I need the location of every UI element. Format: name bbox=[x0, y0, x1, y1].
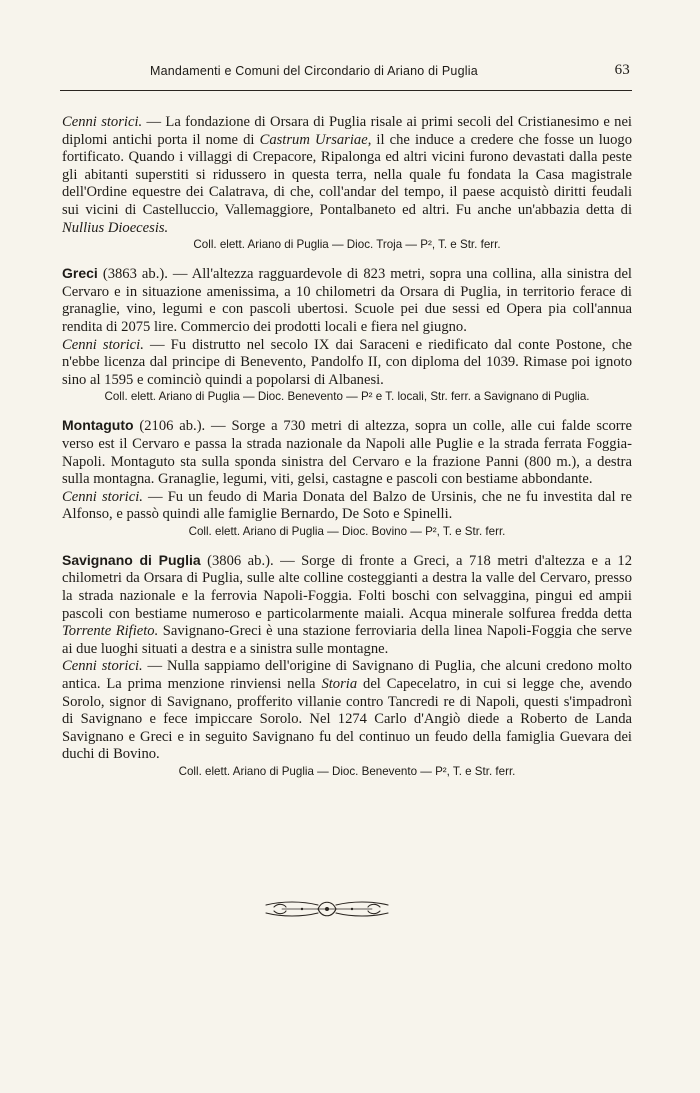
header-title: Mandamenti e Comuni del Circondario di Ariano di Puglia bbox=[150, 64, 478, 78]
page-number: 63 bbox=[614, 62, 630, 78]
collegio-line: Coll. elett. Ariano di Puglia — Dioc. Benevento — P² e T. locali, Str. ferr. a Savignano di Puglia. bbox=[104, 390, 590, 404]
entry-greci bbox=[62, 265, 632, 336]
section-label: Cenni storici. bbox=[62, 488, 143, 505]
paragraph-text: — Fu distrutto nel secolo IX dai Saraceni e riedificato dal conte Postone, che n'ebbe licenza dal principe di Benevento, Pandolfo II, con diploma del 1039. Rimase poi ignoto sino al 1595 e cominciò quindi a popolarsi di Albanesi. bbox=[62, 336, 632, 388]
paragraph-text: — Fu un feudo di Maria Donata del Balzo de Ursinis, che ne fu investita dal re Alfonso, e passò quindi alle famiglie Bernardo, De Soto e Spinelli. bbox=[62, 488, 632, 523]
latin-name: Nullius Dioecesis. bbox=[62, 219, 169, 236]
header-rule bbox=[60, 90, 632, 91]
section-label: Cenni storici. bbox=[62, 336, 144, 353]
paragraph-text: Savignano-Greci è una stazione ferroviaria della linea Napoli-Foggia che serve ai due luoghi situati a destra e a sinistra sulle montagne. bbox=[62, 623, 632, 657]
paragraph-greci-history bbox=[62, 337, 632, 390]
book-title: Storia bbox=[321, 676, 358, 693]
paragraph-text: del Capecelatro, in cui si legge che, avendo Sorolo, signor di Savignano, profferito villanie contro Tancredi re di Napoli, questi s'impadronì di Savignano e fece impiccare Sorolo. Nel 1274 Carlo d'Angiò diede a Roberto de Landa Savignano e Greci e in seguito Savignano fu del continuo un feudo della famiglia Guevara dei duchi di Bovino. bbox=[62, 676, 632, 763]
entry-savignano bbox=[62, 552, 632, 659]
running-header bbox=[60, 62, 630, 86]
paragraph-text: (2106 ab.). — Sorge a 730 metri di altezza, sopra un colle, alle cui falde scorre verso est il Cervaro e passa la strada nazionale da Napoli alle Puglie e la strada ferrata Foggia-Napoli. Montaguto sta sulla sponda sinistra del Cervaro e la frazione Panni (800 m.), a destra sulla montagna. Granaglie, legumi, viti, gelsi, castagne e pascoli con bestiame abbondante. bbox=[62, 418, 632, 488]
tailpiece-ornament bbox=[262, 892, 392, 926]
collegio-line: Coll. elett. Ariano di Puglia — Dioc. Benevento — P², T. e Str. ferr. bbox=[178, 765, 516, 778]
paragraph-text: — Nulla sappiamo dell'origine di Savignano di Puglia, che alcuni credono molto antica. La prima menzione rinviensi nella bbox=[62, 658, 632, 693]
paragraph-text: , il che induce a credere che fosse un luogo fortificato. Quando i villaggi di Crepacore, Ripalonga ed altri vicini furono devastati dalla peste gli abitanti superstiti si ridussero in questa terra, nella quale fu fondata la Casa magistrale dell'Ordine equestre dei Calatrava, di che, coll'andar del tempo, il paese acquistò diritti feudali sui vicini di Castelluccio, Vallemaggiore, Pontalbaneto ed altri. Fu anche un'abbazia detta di bbox=[62, 131, 632, 218]
paragraph-text: — La fondazione di Orsara di Puglia risale ai primi secoli del Cristianesimo e nei diplomi antichi porta il nome di bbox=[62, 114, 632, 148]
entry-montaguto bbox=[62, 417, 632, 488]
place-name: Torrente Rifieto. bbox=[62, 623, 159, 640]
entry-name: Montaguto bbox=[62, 417, 134, 434]
collegio-line: Coll. elett. Ariano di Puglia — Dioc. Troja — P², T. e Str. ferr. bbox=[193, 238, 501, 252]
section-label: Cenni storici. bbox=[62, 114, 143, 130]
paragraph-savignano-history bbox=[62, 658, 632, 764]
collegio-line: Coll. elett. Ariano di Puglia — Dioc. Bovino — P², T. e Str. ferr. bbox=[188, 524, 506, 538]
paragraph-text: (3806 ab.). — Sorge di fronte a Greci, a 718 metri d'altezza e a 12 chilometri da Orsara di Puglia, sulle alte colline costeggianti a destra la valle del Cervaro, presso la strada nazionale e la ferrovia Napoli-Foggia. Folti boschi con selvaggina, pingui ed ampii pascoli con bestiame numeroso e particolarmente maiali. Acqua minerale solfurea fredda detta bbox=[62, 552, 632, 622]
entry-name: Greci bbox=[62, 265, 98, 282]
page-body bbox=[62, 114, 632, 780]
paragraph-text: (3863 ab.). — All'altezza ragguardevole di 823 metri, sopra una collina, alla sinistra del Cervaro e in situazione amenissima, a 10 chilometri da Orsara di Puglia, in territorio ferace di granaglie, vino, legumi e con pascoli ubertosi. Scuole pei due sessi ed Opera pia coll'annua rendita di 2075 lire. Commercio dei prodotti locali e fiera nel giugno. bbox=[62, 266, 632, 335]
latin-name: Castrum Ursariae bbox=[259, 131, 368, 148]
paragraph-orsara-history bbox=[62, 114, 632, 237]
section-label: Cenni storici. bbox=[62, 658, 143, 675]
paragraph-montaguto-history bbox=[62, 489, 632, 524]
entry-name: Savignano di Puglia bbox=[62, 551, 201, 568]
